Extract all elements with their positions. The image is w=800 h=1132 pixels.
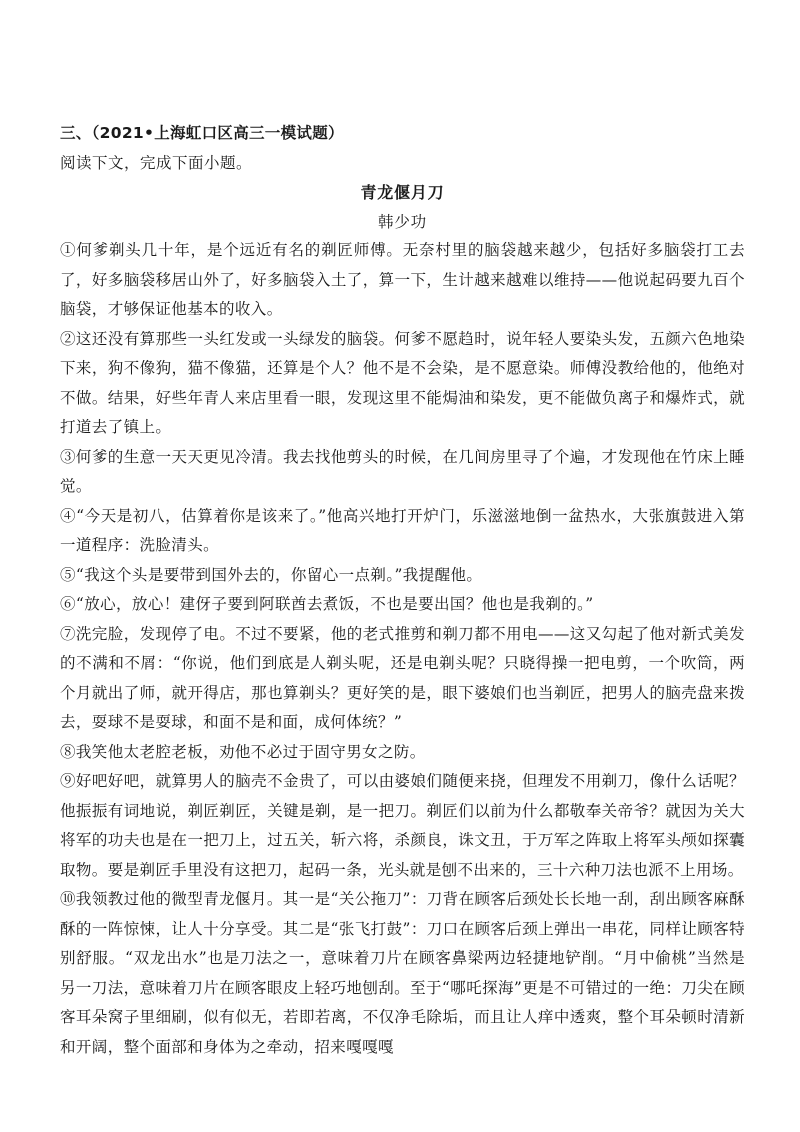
paragraph-2: ②这还没有算那些一头红发或一头绿发的脑袋。何爹不愿趋时，说年轻人要染头发，五颜六色地染下来，狗不像狗，猫不像猫，还算是个人？他不是不会染，是不愿意染。师傅没教给他的，他绝对不做。结果，好些年青人来店里看一眼，发现这里不能焗油和染发，更不能做负离子和爆炸式，就打道去了镇上。 <box>60 329 745 436</box>
paragraph-7: ⑦洗完脸，发现停了电。不过不要紧，他的老式推剪和剃刀都不用电——这又勾起了他对新式美发的不满和不屑：“你说，他们到底是人剃头呢，还是电剃头呢？只晓得操一把电剪，一个吹筒，两个月就出了师，就开得店，那也算剃头？更好笑的是，眼下婆娘们也当剃匠，把男人的脑壳盘来拨去，耍球不是耍球，和面不是和面，成何体统？” <box>60 624 745 731</box>
paragraph-4: ④“今天是初八，估算着你是该来了。”他高兴地打开炉门，乐滋滋地倒一盆热水，大张旗鼓进入第一道程序：洗脸清头。 <box>60 506 745 554</box>
paragraph-6: ⑥“放心，放心！建伢子要到阿联酋去煮饭，不也是要出国？他也是我剃的。” <box>60 595 594 613</box>
reading-instruction: 阅读下文，完成下面小题。 <box>60 154 253 172</box>
paragraph-5: ⑤“我这个头是要带到国外去的，你留心一点剃。”我提醒他。 <box>60 565 483 584</box>
paragraph-1: ①何爹剃头几十年，是个远近有名的剃匠师傅。无奈村里的脑袋越来越少，包括好多脑袋打工去了，好多脑袋移居山外了，好多脑袋入土了，算一下，生计越来越难以维持——他说起码要九百个脑袋，才够保证他基本的收入。 <box>60 241 745 318</box>
document-page <box>60 118 745 1062</box>
paragraph-9: ⑨好吧好吧，就算男人的脑壳不金贵了，可以由婆娘们随便来挠，但理发不用剃刀，像什么话呢？他振振有词地说，剃匠剃匠，关键是剃，是一把刀。剃匠们以前为什么都敬奉关帝爷？就因为关大将军的功夫也是在一把刀上，过五关，斩六将，杀颜良，诛文丑，于万军之阵取上将军头颅如探囊取物。要是剃匠手里没有这把刀，起码一条，光头就是刨不出来的，三十六种刀法也派不上用场。 <box>60 772 745 879</box>
paragraph-8: ⑧我笑他太老腔老板，劝他不必过于固守男女之防。 <box>60 742 426 761</box>
paragraph-3: ③何爹的生意一天天更见冷清。我去找他剪头的时候，在几间房里寻了个遍，才发现他在竹床上睡觉。 <box>60 447 745 495</box>
story-title: 青龙偃月刀 <box>360 183 445 202</box>
paragraph-10: ⑩我领教过他的微型青龙偃月。其一是“关公拖刀”：刀背在顾客后颈处长长地一刮，刮出顾客麻酥酥的一阵惊悚，让人十分享受。其二是“张飞打鼓”：刀口在顾客后颈上弹出一串花，同样让顾客特别舒服。“双龙出水”也是刀法之一，意味着刀片在顾客鼻梁两边轻捷地铲削。“月中偷桃”当然是另一刀法，意味着刀片在顾客眼皮上轻巧地刨刮。至于“哪吒探海”更是不可错过的一绝：刀尖在顾客耳朵窝子里细刷，似有似无，若即若离，不仅净毛除垢，而且让人痒中透爽，整个耳朵顿时清新和开阔，整个面部和身体为之牵动，招来嘎嘎嘎 <box>60 890 745 1056</box>
story-author: 韩少功 <box>378 213 427 231</box>
section-heading: 三、（2021•上海虹口区高三一模试题） <box>60 124 344 142</box>
